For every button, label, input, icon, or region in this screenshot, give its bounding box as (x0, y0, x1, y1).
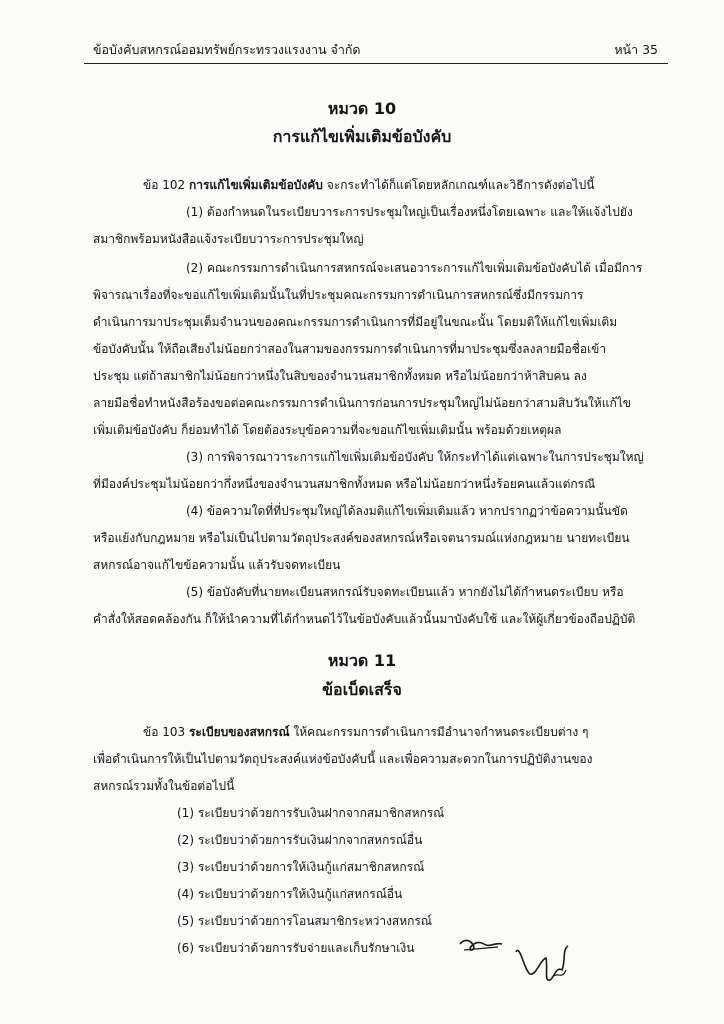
article-103-line: สหกรณ์รวมทั้งในข้อต่อไปนี้ (93, 779, 235, 793)
article-102-line: (5) ข้อบังคับที่นายทะเบียนสหกรณ์รับจดทะเบียนแล้ว หากยังไม่ได้กำหนดระเบียบ หรือ (186, 585, 624, 599)
chapter-10-subheading: การแก้ไขเพิ่มเติมข้อบังคับ (272, 127, 452, 146)
article-103-title: ระเบียบของสหกรณ์ (188, 725, 290, 739)
regulation-list-item: (6) ระเบียบว่าด้วยการรับจ่ายและเก็บรักษาเงิน (177, 941, 415, 955)
handwritten-signature (458, 930, 598, 990)
article-102-line: (2) คณะกรรมการดำเนินการสหกรณ์จะเสนอวาระการแก้ไขเพิ่มเติมข้อบังคับได้ เมื่อมีการ (186, 261, 643, 275)
article-102-intro: จะกระทำได้ก็แต่โดยหลักเกณฑ์และวิธีการดังต่อไปนี้ (326, 178, 595, 192)
article-102-line: (4) ข้อความใดที่ที่ประชุมใหญ่ได้ลงมติแก้ไขเพิ่มเติมแล้ว หากปรากฏว่าข้อความนั้นขัด (186, 504, 628, 518)
document-header-title: ข้อบังคับสหกรณ์ออมทรัพย์กระทรวงแรงงาน จำกัด (93, 42, 361, 57)
chapter-10-heading: หมวด 10 (327, 99, 397, 118)
article-102-line: พิจารณาเรื่องที่จะขอแก้ไขเพิ่มเติมนั้นในที่ประชุมคณะกรรมการดำเนินการสหกรณ์ซึ่งมีกรรมการ (93, 288, 584, 302)
article-102-number: ข้อ 102 (143, 178, 186, 192)
article-102-line: สหกรณ์อาจแก้ไขข้อความนั้น แล้วรับจดทะเบียน (93, 558, 341, 572)
article-103-heading (143, 726, 588, 740)
article-102-line: คำสั่งให้สอดคล้องกัน ก็ให้นำความที่ได้กำหนดไว้ในข้อบังคับแล้วนั้นมาบังคับใช้ และให้ผู้เกี่ยวข้องถือปฏิบัติ (93, 612, 636, 626)
article-103-line: เพื่อดำเนินการให้เป็นไปตามวัตถุประสงค์แห่งข้อบังคับนี้ และเพื่อความสะดวกในการปฏิบัติงานของ (93, 752, 593, 766)
regulation-list-item: (5) ระเบียบว่าด้วยการโอนสมาชิกระหว่างสหกรณ์ (177, 914, 433, 928)
chapter-11-heading: หมวด 11 (327, 651, 397, 670)
article-102-line: ข้อบังคับนั้น ให้ถือเสียงไม่น้อยกว่าสองในสามของกรรมการดำเนินการที่มาประชุมซึ่งลงลายมือชื่อเข้า (93, 342, 607, 356)
regulation-list-item: (1) ระเบียบว่าด้วยการรับเงินฝากจากสมาชิกสหกรณ์ (177, 806, 445, 820)
article-102-line: ลายมือชื่อทำหนังสือร้องขอต่อคณะกรรมการดำเนินการก่อนการประชุมใหญ่ไม่น้อยกว่าสามสิบวันให้แก้ไข (93, 396, 631, 410)
article-102-title: การแก้ไขเพิ่มเติมข้อบังคับ (188, 178, 323, 192)
page-number: หน้า 35 (614, 42, 658, 57)
article-102-line: (3) การพิจารณาวาระการแก้ไขเพิ่มเติมข้อบังคับ ให้กระทำได้แต่เฉพาะในการประชุมใหญ่ (186, 450, 644, 464)
article-103-intro: ให้คณะกรรมการดำเนินการมีอำนาจกำหนดระเบียบต่าง ๆ (293, 725, 589, 739)
article-102-heading (143, 179, 594, 193)
header-divider (84, 63, 668, 64)
article-102-line: ที่มีองค์ประชุมไม่น้อยกว่ากึ่งหนึ่งของจำนวนสมาชิกทั้งหมด หรือไม่น้อยกว่าหนึ่งร้อยคนแล้วแต่กรณี (93, 477, 596, 491)
regulation-list-item: (4) ระเบียบว่าด้วยการให้เงินกู้แก่สหกรณ์อื่น (177, 887, 403, 901)
article-102-line: ประชุม แต่ถ้าสมาชิกไม่น้อยกว่าหนึ่งในสิบของจำนวนสมาชิกทั้งหมด หรือไม่น้อยกว่าห้าสิบคน ลง (93, 369, 587, 383)
regulation-list-item: (2) ระเบียบว่าด้วยการรับเงินฝากจากสหกรณ์อื่น (177, 833, 423, 847)
regulation-list-item: (3) ระเบียบว่าด้วยการให้เงินกู้แก่สมาชิกสหกรณ์ (177, 860, 425, 874)
article-102-line: เพิ่มเติมข้อบังคับ ก็ย่อมทำได้ โดยต้องระบุข้อความที่จะขอแก้ไขเพิ่มเติมนั้น พร้อมด้วยเหตุผล (93, 423, 562, 437)
article-103-number: ข้อ 103 (143, 725, 186, 739)
chapter-11-subheading: ข้อเบ็ดเสร็จ (322, 680, 402, 699)
article-102-line: ดำเนินการมาประชุมเต็มจำนวนของคณะกรรมการดำเนินการที่มีอยู่ในขณะนั้น โดยมติให้แก้ไขเพิ่มเติม (93, 315, 618, 329)
article-102-line: (1) ต้องกำหนดในระเบียบวาระการประชุมใหญ่เป็นเรื่องหนึ่งโดยเฉพาะ และให้แจ้งไปยัง (186, 205, 633, 219)
article-102-line: หรือแย้งกับกฎหมาย หรือไม่เป็นไปตามวัตถุประสงค์ของสหกรณ์หรือเจตนารมณ์แห่งกฎหมาย นายทะเบียน (93, 531, 630, 545)
article-102-line: สมาชิกพร้อมหนังสือแจ้งระเบียบวาระการประชุมใหญ่ (93, 232, 364, 246)
